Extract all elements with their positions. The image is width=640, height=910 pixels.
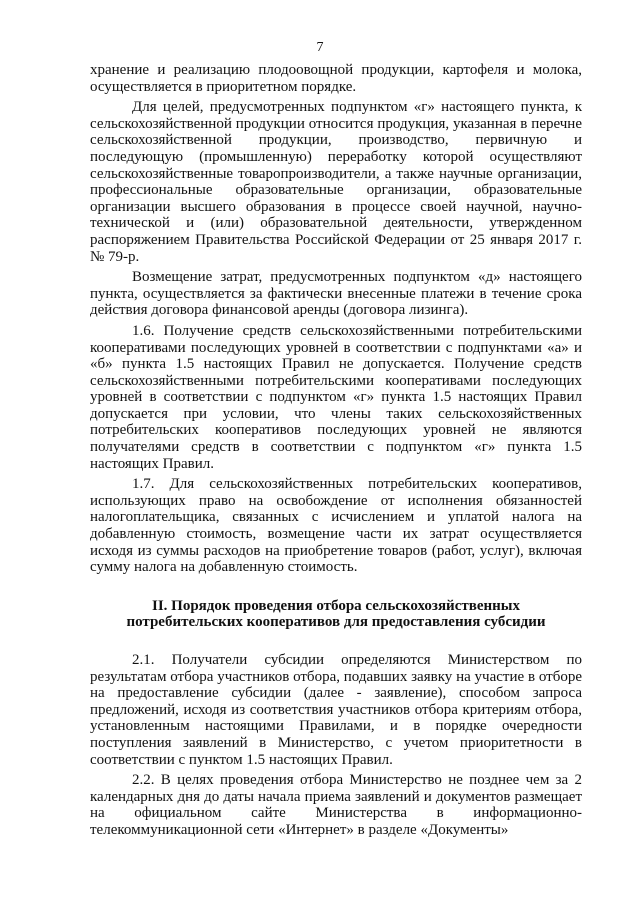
paragraph-continuation: хранение и реализацию плодоовощной продукции, картофеля и молока, осуществляется в приоритетном порядке. — [90, 62, 582, 95]
paragraph-clause-1-7: 1.7. Для сельскохозяйственных потребительских кооперативов, использующих право на освобождение от исполнения обязанностей налогоплательщика, связанных с исчислением и уплатой налога на добавленную стоимость, возмещение части их затрат осуществляется исходя из суммы расходов на приобретение товаров (работ, услуг), включая сумму налога на добавленную стоимость. — [90, 476, 582, 576]
paragraph-clause-1-6: 1.6. Получение средств сельскохозяйственными потребительскими кооперативами последующих уровней в соответствии с подпунктами «а» и «б» пункта 1.5 настоящих Правил не допускается. Получение средств сельскохозяйственными потребительскими кооперативами последующих уровней в соответствии с подпунктом «г» пункта 1.5 настоящих Правил допускается при условии, что члены таких сельскохозяйственных потребительских кооперативов последующих уровней не являются получателями средств в соответствии с подпунктом «г» пункта 1.5 настоящих Правил. — [90, 322, 582, 472]
document-body — [90, 62, 582, 843]
paragraph-clause-2-2: 2.2. В целях проведения отбора Министерство не позднее чем за 2 календарных дня до даты начала приема заявлений и документов размещает на официальном сайте Министерства в информационно-телекоммуникационной сети «Интернет» в разделе «Документы» — [90, 772, 582, 838]
paragraph-products-definition: Для целей, предусмотренных подпунктом «г» настоящего пункта, к сельскохозяйственной продукции относится продукция, указанная в перечне сельскохозяйственной продукции, производство, первичную и последующую (промышленную) переработку которой осуществляют сельскохозяйственные товаропроизводители, а также научные организации, профессиональные образовательные организации, образовательные организации высшего образования в процессе своей научной, научно-технической и (или) образовательной деятельности, утвержденном распоряжением Правительства Российской Федерации от 25 января 2017 г. № 79-р. — [90, 99, 582, 265]
paragraph-leasing-costs: Возмещение затрат, предусмотренных подпунктом «д» настоящего пункта, осуществляется за фактически внесенные платежи в течение срока действия договора финансовой аренды (договора лизинга). — [90, 269, 582, 319]
page-number: 7 — [316, 40, 324, 55]
section-heading: II. Порядок проведения отбора сельскохозяйственных потребительских кооперативов для предоставления субсидии — [126, 597, 546, 631]
paragraph-clause-2-1: 2.1. Получатели субсидии определяются Министерством по результатам отбора участников отбора, подавших заявку на участие в отборе на предоставление субсидии (далее - заявление), способом запроса предложений, исходя из соответствия участников отбора критериям отбора, установленным настоящими Правилами, и в порядке очередности поступления заявлений в Министерство, с учетом приоритетности в соответствии с пунктом 1.5 настоящих Правил. — [90, 652, 582, 768]
